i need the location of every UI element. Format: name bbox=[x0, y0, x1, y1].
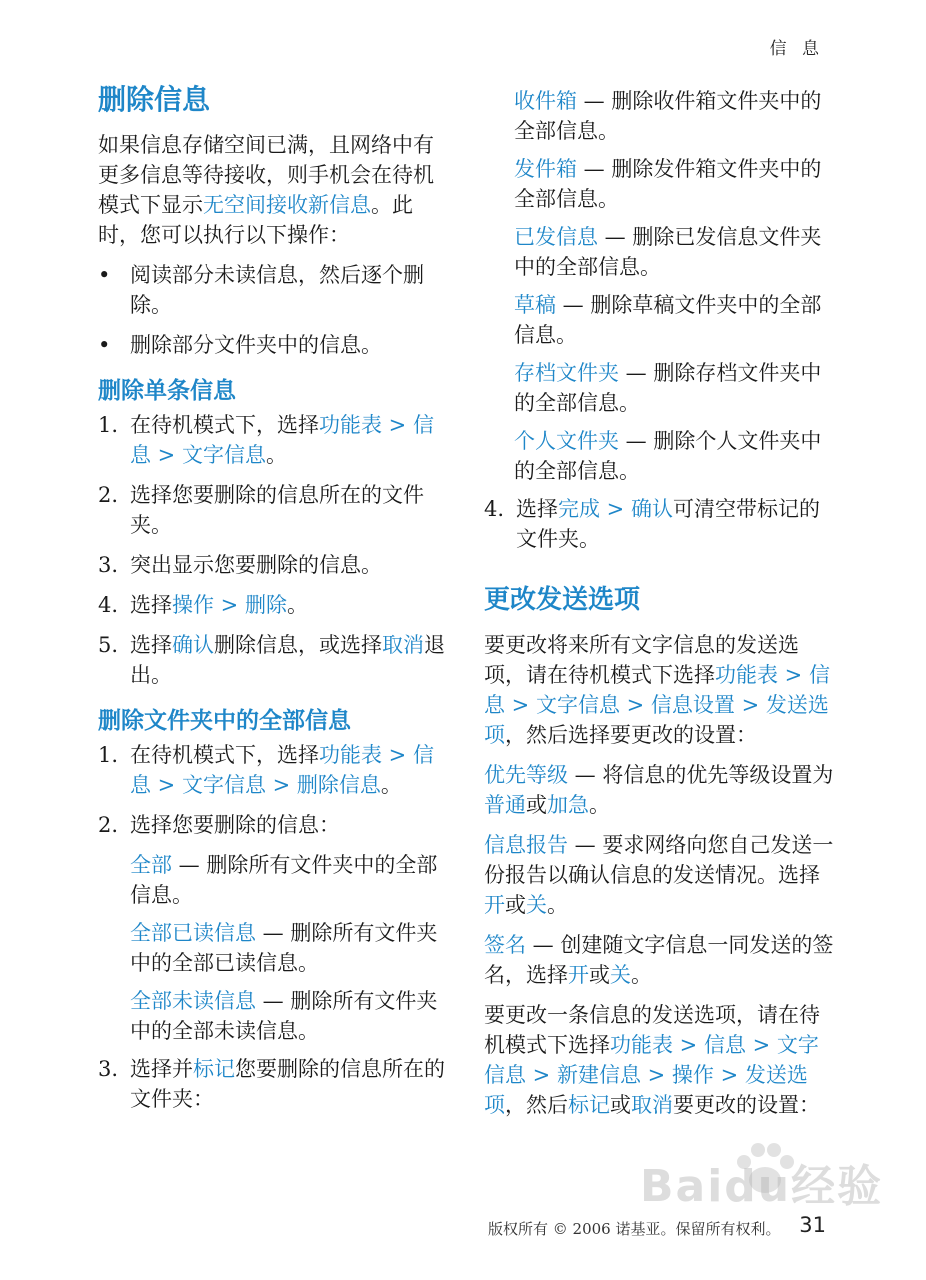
step-item: 4. 选择操作 > 删除。 bbox=[98, 593, 308, 617]
single-send-paragraph: 要更改一条信息的发送选项，请在待机模式下选择功能表 > 信息 > 文字信息 > 新建信息 > 操作 > 发送选项，然后标记或取消要更改的设置： bbox=[484, 1003, 820, 1117]
folder-option: 收件箱 — 删除收件箱文件夹中的全部信息。 bbox=[514, 89, 822, 143]
step-item: 2. 选择您要删除的信息： bbox=[98, 813, 340, 837]
subsection-title-single: 删除单条信息 bbox=[98, 378, 236, 404]
folder-option: 已发信息 — 删除已发信息文件夹中的全部信息。 bbox=[514, 225, 822, 279]
no-space-link: 无空间接收新信息 bbox=[203, 193, 371, 217]
step-item: 3. 突出显示您要删除的信息。 bbox=[98, 553, 382, 577]
bullet-item: • 删除部分文件夹中的信息。 bbox=[98, 333, 382, 357]
bullet-item: • 阅读部分未读信息，然后逐个删除。 bbox=[98, 263, 424, 317]
copyright-footer: 版权所有 © 2006 诺基亚。保留所有权利。 bbox=[488, 1220, 781, 1238]
step-item: 3. 选择并标记您要删除的信息所在的文件夹： bbox=[98, 1057, 445, 1111]
page-number: 31 bbox=[799, 1213, 826, 1237]
option-item: 全部已读信息 — 删除所有文件夹中的全部已读信息。 bbox=[130, 921, 438, 975]
folder-option: 草稿 — 删除草稿文件夹中的全部信息。 bbox=[514, 293, 822, 347]
option-item: 全部 — 删除所有文件夹中的全部信息。 bbox=[130, 853, 438, 907]
report-paragraph: 信息报告 — 要求网络向您自己发送一份报告以确认信息的发送情况。选择开或关。 bbox=[484, 833, 834, 917]
send-intro-paragraph: 要更改将来所有文字信息的发送选项，请在待机模式下选择功能表 > 信息 > 文字信息 > 信息设置 > 发送选项，然后选择要更改的设置： bbox=[484, 633, 830, 747]
step-item: 2. 选择您要删除的信息所在的文件夹。 bbox=[98, 483, 424, 537]
step-item: 4. 选择完成 > 确认可清空带标记的文件夹。 bbox=[484, 497, 820, 551]
right-column bbox=[484, 86, 834, 1130]
folder-option: 发件箱 — 删除发件箱文件夹中的全部信息。 bbox=[514, 157, 822, 211]
priority-paragraph: 优先等级 — 将信息的优先等级设置为普通或加急。 bbox=[484, 763, 834, 817]
section-title-delete: 删除信息 bbox=[98, 83, 211, 116]
folder-option: 存档文件夹 — 删除存档文件夹中的全部信息。 bbox=[514, 361, 822, 415]
intro-paragraph: 如果信息存储空间已满，且网络中有更多信息等待接收，则手机会在待机模式下显示无空间接收新信息。此时，您可以执行以下操作： bbox=[98, 133, 434, 247]
left-column bbox=[98, 80, 448, 1124]
step-item: 1. 在待机模式下，选择功能表 > 信息 > 文字信息 > 删除信息。 bbox=[98, 743, 434, 797]
watermark-logo: Baidu经验 bbox=[640, 1161, 884, 1212]
page-header-title: 信 息 bbox=[769, 39, 824, 59]
option-item: 全部未读信息 — 删除所有文件夹中的全部未读信息。 bbox=[130, 989, 438, 1043]
subsection-title-folder: 删除文件夹中的全部信息 bbox=[98, 708, 351, 734]
step-item: 1. 在待机模式下，选择功能表 > 信息 > 文字信息。 bbox=[98, 413, 434, 467]
section-title-send-options: 更改发送选项 bbox=[484, 585, 641, 615]
step-item: 5. 选择确认删除信息，或选择取消退出。 bbox=[98, 633, 445, 687]
signature-paragraph: 签名 — 创建随文字信息一同发送的签名，选择开或关。 bbox=[484, 933, 834, 987]
folder-option: 个人文件夹 — 删除个人文件夹中的全部信息。 bbox=[514, 429, 822, 483]
